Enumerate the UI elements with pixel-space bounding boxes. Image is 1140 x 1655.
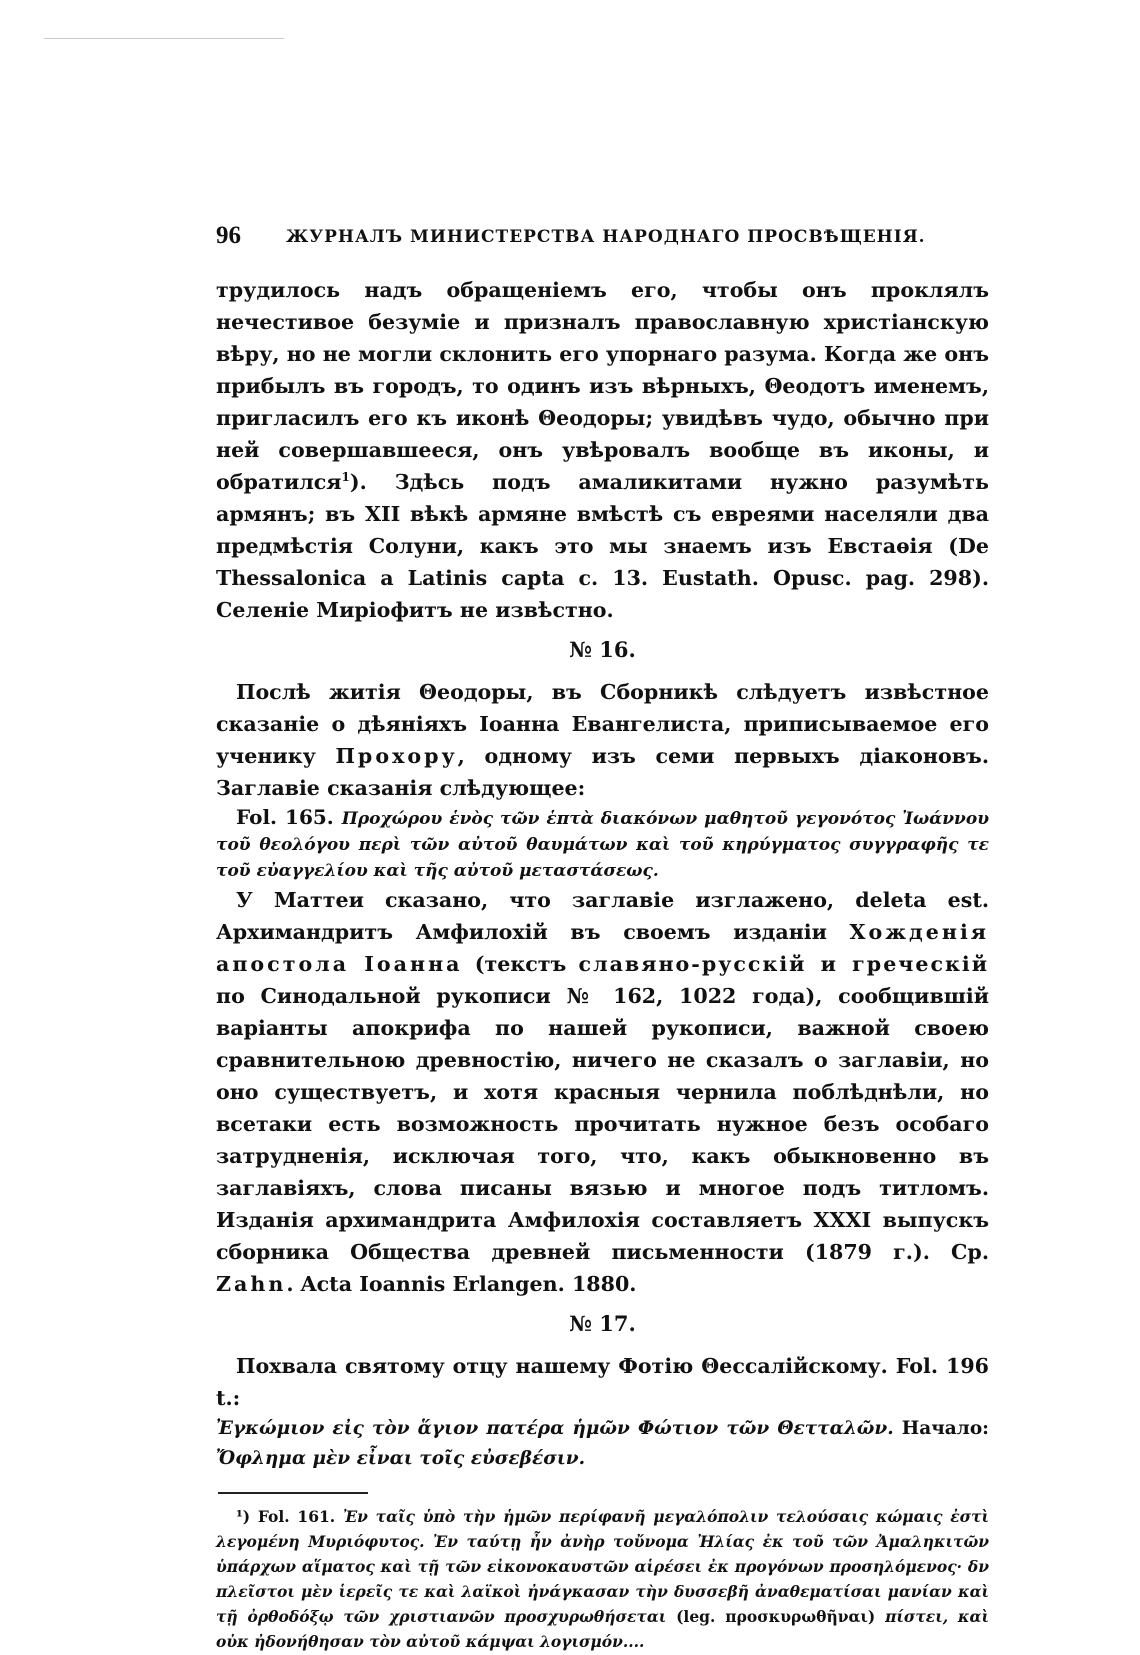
spaced-language: славяно-русскій и греческій xyxy=(578,952,989,976)
paragraph-prokhor xyxy=(216,676,989,804)
greek-text: Ὄφλημα μὲν εἶναι τοῖς εὐσεβέσιν. xyxy=(216,1448,586,1469)
spaced-name: Прохору xyxy=(335,744,458,768)
paragraph-text: . Acta Ioannis Erlangen. 1880. xyxy=(286,1272,637,1296)
footnote-folio: Fol. 161. xyxy=(257,1507,343,1526)
footnote-marker: ¹) xyxy=(236,1507,258,1526)
paragraph-matthaei xyxy=(216,884,989,1300)
greek-title-block xyxy=(216,804,989,884)
paragraph-text: ). Здѣсь подъ амаликитами нужно разумѣть армянъ; въ XII вѣкѣ армяне вмѣстѣ съ евреями населяли два предмѣстія Солуни, какъ это мы знаемъ изъ Евстаѳія (De Thessalonica a Latinis capta c. 13. Eustath. Opusc. pag. 298). Селеніе Миріофитъ не извѣстно. xyxy=(216,470,989,622)
paragraph-text: , одному изъ семи первыхъ діаконовъ. Заглавіе сказанія слѣдующее: xyxy=(216,744,989,800)
book-page xyxy=(216,222,989,1654)
page-header xyxy=(216,222,989,262)
folio-ref: Fol. 165. xyxy=(236,805,342,829)
incipit-label: Начало: xyxy=(893,1418,989,1439)
footnote-greek: πίστει, καὶ οὐκ ἠδονήθησαν τὸν αὐτοῦ κάμψαι λογισμόν.... xyxy=(216,1607,989,1651)
paragraph-continuation xyxy=(216,274,989,626)
scan-artifact-line xyxy=(44,38,284,39)
running-title: ЖУРНАЛЪ МИНИСТЕРСТВА НАРОДНАГО ПРОСВѢЩЕНІЯ. xyxy=(286,227,926,247)
page-number: 96 xyxy=(216,222,241,249)
footnote-emendation: (leg. προσκυρωθῆναι) xyxy=(676,1607,876,1626)
paragraph-text: (текстъ xyxy=(462,952,579,976)
paragraph-photius: Похвала святому отцу нашему Фотію Θессалійскому. Fol. 196 t.: xyxy=(216,1354,989,1410)
footnote-greek: Ἐν ταῖς ὑπὸ τὴν ἡμῶν περίφανῆ μεγαλόπολιν τελούσαις κώμαις ἐστὶ λεγομένη Μυριόφυτος. Ἐν ταύτῃ ἦν ἀνὴρ τοὔνομα Ἠλίας ἐκ τοῦ τῶν Ἀμαληκιτῶν ὑπάρχων αἵματος καὶ τῇ τῶν εἰκονοκαυστῶν αἱρέσει ἐκ προγόνων προσηλόμενος· δν πλεῖστοι μὲν ἱερεῖς τε καὶ λαϊκοὶ ἠνάγκασαν τὴν δυσσεβῆ ἀναθεματίσαι μανίαν καὶ τῇ ὀρθοδόξῳ τῶν χριστιανῶν προσχυρωθήσεται xyxy=(216,1507,989,1626)
paragraph-text: У Маттеи сказано, что заглавіе изглажено, deleta est. Архимандритъ Амфилохій въ своемъ изданіи xyxy=(216,888,989,944)
greek-text: Ἐγκώμιον εἰς τὸν ἅγιον πατέρα ἡμῶν Φώτιον τῶν Θετταλῶν. xyxy=(216,1418,894,1439)
paragraph-text: по Синодальной рукописи № 162, 1022 года), сообщившій варіанты апокрифа по нашей рукописи, важной своею сравнительною древностію, ничего не сказалъ о заглавіи, но оно существуетъ, и хотя красныя чернила поблѣднѣли, но всетаки есть возможность прочитать нужное безъ особаго затрудненія, исключая того, что, какъ обыкновенно въ заглавіяхъ, слова писаны вязью и многое подъ титломъ. Изданія архимандрита Амфилохія составляетъ XXXI выпускъ сборника Общества древней письменности (1879 г.). Cp. xyxy=(216,984,989,1264)
section-heading-17: № 17. xyxy=(569,1311,636,1336)
footnote-rule xyxy=(218,1492,368,1494)
section-heading-16: № 16. xyxy=(569,637,636,662)
spaced-author: Zahn xyxy=(216,1272,287,1296)
footnote-ref: 1 xyxy=(341,470,350,485)
greek-text: Προχώρου ἑνὸς τῶν ἑπτὰ διακόνων μαθητοῦ γεγονότος Ἰωάννου τοῦ θεολόγου περὶ τῶν αὐτοῦ θαυμάτων καὶ τοῦ κηρύγματος συγγραφῆς τε τοῦ εὐαγγελίου καὶ τῆς αὐτοῦ μεταστάσεως. xyxy=(216,809,989,881)
greek-incipit-block xyxy=(216,1414,989,1474)
spaced-title: Хожденія апостола Іоанна xyxy=(216,920,989,976)
paragraph-text: трудилось надъ обращеніемъ его, чтобы онъ проклялъ нечестивое безуміе и призналъ православную христіанскую вѣру, но не могли склонить его упорнаго разума. Когда же онъ прибылъ въ городъ, то одинъ изъ вѣрныхъ, Θеодотъ именемъ, пригласилъ его къ иконѣ Θеодоры; увидѣвъ чудо, обычно при ней совершавшееся, онъ увѣровалъ вообще въ иконы, и обратился xyxy=(216,278,989,494)
footnote xyxy=(216,1504,989,1654)
paragraph-text: Послѣ житія Θеодоры, въ Сборникѣ слѣдуетъ извѣстное сказаніе о дѣяніяхъ Іоанна Евангелиста, приписываемое его ученику xyxy=(216,680,989,768)
